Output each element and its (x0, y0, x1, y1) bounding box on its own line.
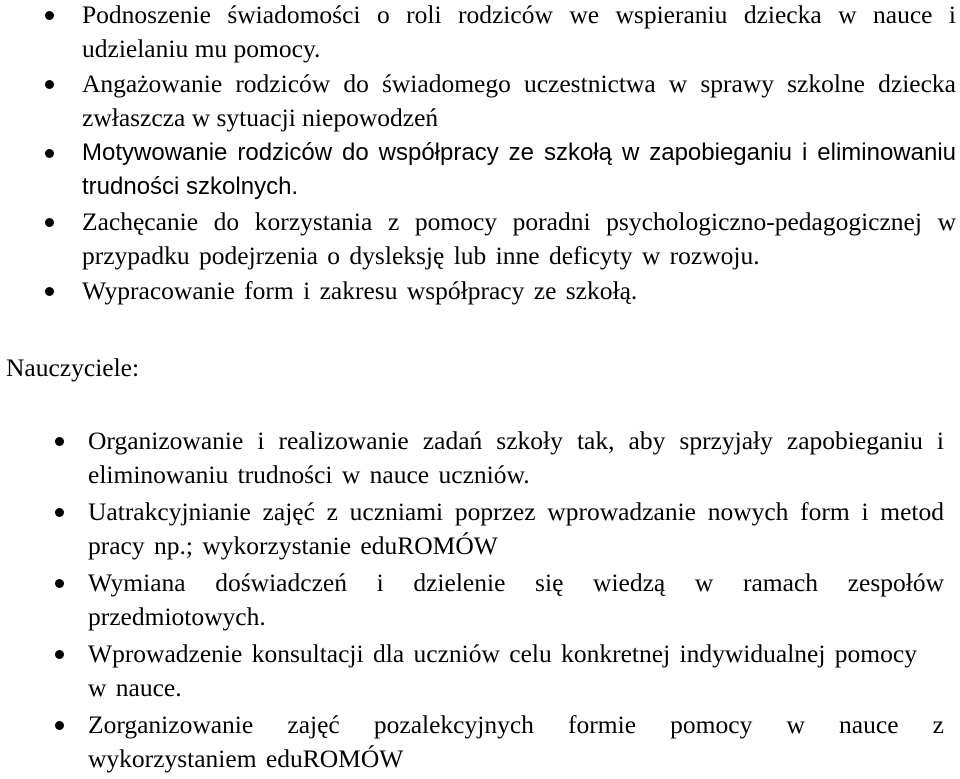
list-item (82, 0, 956, 66)
list-item-text: Wymiana doświadczeń i dzielenie się wiedzą w ramach zespołów przedmiotowych. (88, 568, 944, 631)
list-item (88, 566, 944, 634)
list-item-text: Podnoszenie świadomości o roli rodziców we wspieraniu dziecka w nauce i udzielaniu mu pomocy. (82, 0, 956, 63)
list-item-text: Organizowanie i realizowanie zadań szkoły tak, aby sprzyjały zapobieganiu i eliminowaniu trudności w nauce uczniów. (88, 426, 944, 489)
bullet-icon (45, 287, 54, 296)
bullet-icon (55, 721, 64, 730)
list-item-text: Angażowanie rodziców do świadomego uczestnictwa w sprawy szkolne dziecka zwłaszcza w sytuacji niepowodzeń (82, 69, 956, 132)
bullet-icon (55, 579, 64, 588)
section-heading-teachers: Nauczyciele: (6, 353, 140, 382)
bullet-icon (45, 218, 54, 227)
list-item-text: Uatrakcyjnianie zajęć z uczniami poprzez wprowadzanie nowych form i metod pracy np.; wykorzystanie eduROMÓW (88, 497, 944, 560)
list-item-text: Zachęcanie do korzystania z pomocy poradni psychologiczno-pedagogicznej w przypadku podejrzenia o dysleksję lub inne deficyty w rozwoju. (82, 207, 956, 270)
bullet-icon (55, 650, 64, 659)
list-item (82, 136, 956, 204)
list-item (88, 637, 944, 705)
bullet-icon (45, 149, 54, 158)
list-item-text: Zorganizowanie zajęć pozalekcyjnych formie pomocy w nauce z wykorzystaniem eduROMÓW (88, 710, 944, 773)
list-item (88, 424, 944, 492)
bullet-icon (45, 11, 54, 20)
bullet-icon (45, 80, 54, 89)
bullet-icon (55, 508, 64, 517)
teachers-bullet-list (88, 424, 944, 779)
list-item (82, 67, 956, 135)
list-item (82, 205, 956, 273)
list-item-text: Wprowadzenie konsultacji dla uczniów celu konkretnej indywidualnej pomocy w nauce. (88, 639, 917, 702)
parents-bullet-list (82, 0, 956, 309)
bullet-icon (55, 437, 64, 446)
list-item-text: Motywowanie rodziców do współpracy ze szkołą w zapobieganiu i eliminowaniu trudności szkolnych. (82, 139, 956, 200)
list-item (82, 274, 956, 308)
list-item (88, 708, 944, 776)
list-item (88, 495, 944, 563)
list-item-text: Wypracowanie form i zakresu współpracy ze szkołą. (82, 276, 638, 305)
